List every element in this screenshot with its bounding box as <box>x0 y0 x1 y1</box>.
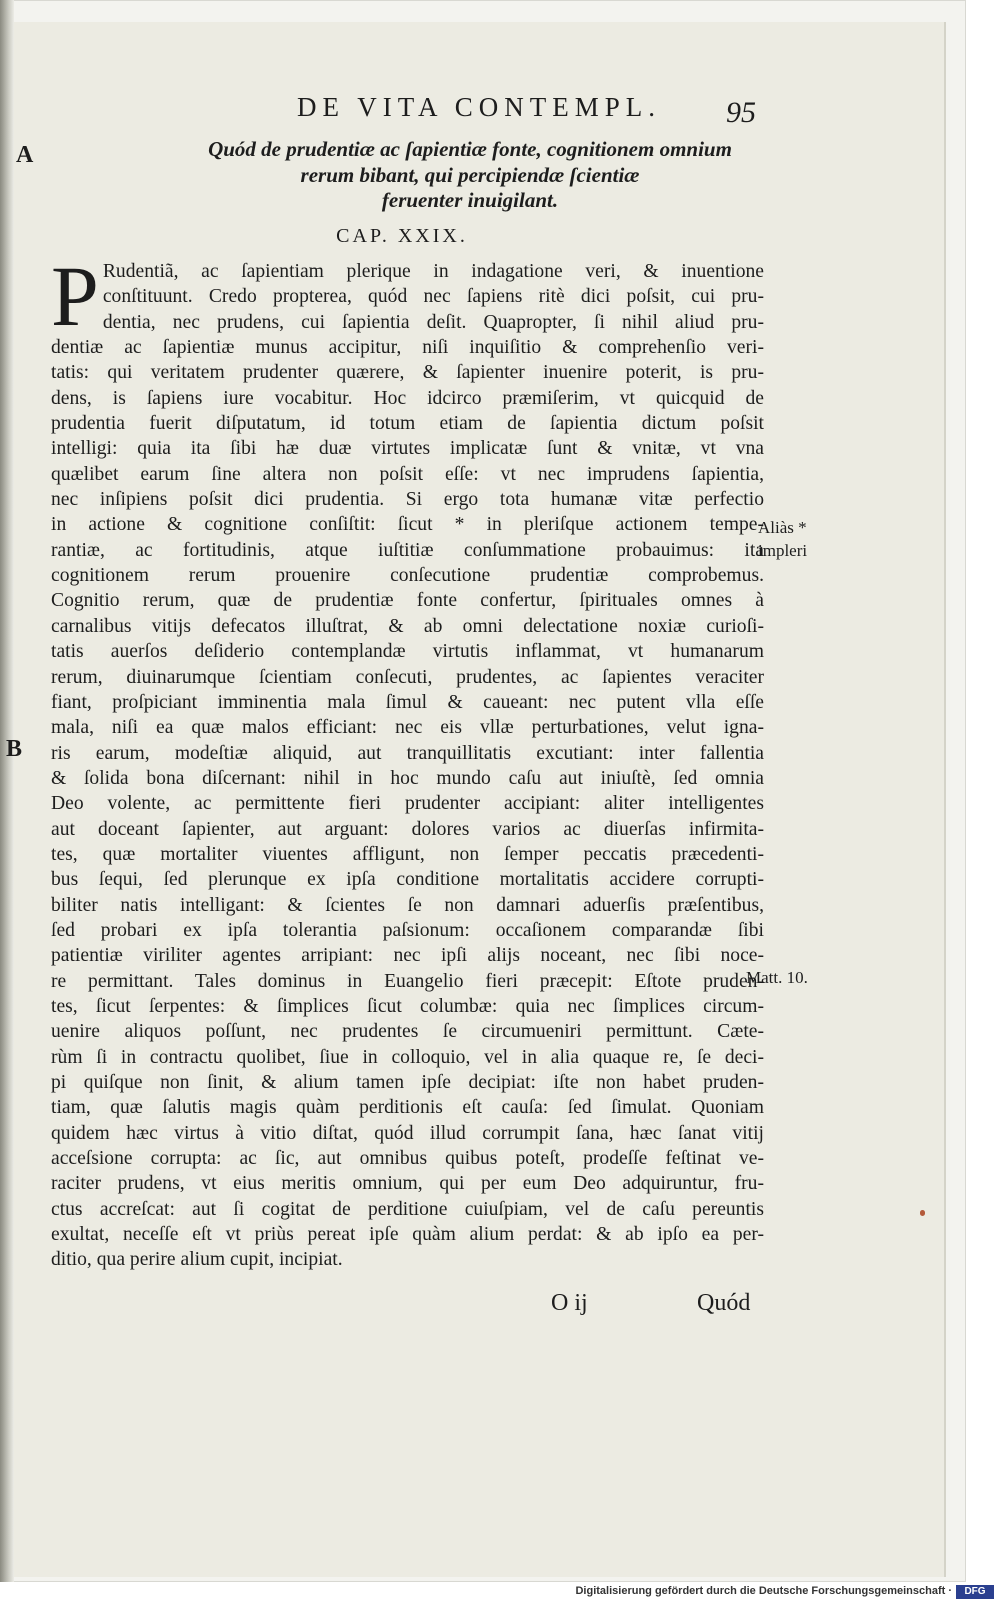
text-line: bus ſequi, ſed plerunque ex ipſa conditione mortalitatis accidere corrupti- <box>51 869 764 891</box>
digitization-footer <box>0 1582 1000 1603</box>
book-spine-shadow <box>0 0 14 1582</box>
ink-spot <box>920 1210 925 1216</box>
text-line: in actione & cognitione conſiſtit: ſicut * in pleriſque actionem tempe- <box>51 514 764 536</box>
text-line: dentia, nec prudens, cui ſapientia deſit. Quapropter, ſi nihil aliud pru- <box>102 311 764 333</box>
text-line: cognitionem rerum prouenire conſecutione prudentiæ comprobemus. <box>51 565 764 587</box>
text-line: rùm ſi in contractu quolibet, ſiue in colloquio, vel in alia quaque re, ſe deci- <box>51 1046 764 1068</box>
margin-letter-a: A <box>16 142 34 168</box>
text-line: tiam, quæ ſalutis magis quàm perditionis eſt cauſa: ſed ſimulat. Quoniam <box>51 1097 764 1119</box>
title-line: rerum bibant, qui percipiendæ ſcientiæ <box>300 162 640 187</box>
title-line: Quód de prudentiæ ac ſapientiæ fonte, cognitionem omnium <box>208 137 732 161</box>
text-line: Deo volente, ac permittente fieri prudenter accipiant: aliter intelligentes <box>51 793 764 815</box>
side-note-impleri: impleri <box>758 541 808 560</box>
text-line: dentiæ ac ſapientiæ munus accipitur, niſi inquiſitio & comprehenſio veri- <box>51 337 764 359</box>
title-line: feruenter inuigilant. <box>381 188 559 212</box>
drop-cap: P <box>51 248 99 344</box>
text-line: ditio, qua perire alium cupit, incipiat. <box>51 1249 343 1271</box>
text-line: patientiæ viriliter agentes arripiant: nec ipſi alijs noceant, nec ſibi noce- <box>51 945 764 967</box>
text-line: tes, ſicut ſerpentes: & ſimplices ſicut columbæ: quia nec ſimplices circum- <box>51 995 764 1017</box>
text-line: re permittant. Tales dominus in Euangelio fieri præcepit: Eſtote pruden- <box>51 970 764 992</box>
text-line: tatis: qui veritatem prudenter quærere, & ſapienter inuenire poterit, is pru- <box>51 362 764 384</box>
margin-letter-b: B <box>6 736 23 762</box>
text-line: carnalibus vitijs defecatos illuſtrat, & ab omni delectatione noxiæ curioſi- <box>51 615 764 637</box>
chapter-title <box>110 137 830 214</box>
signature-mark: O ij <box>551 1290 588 1316</box>
text-line: Rudentiã, ac ſapientiam plerique in indagatione veri, & inuentione <box>102 261 764 282</box>
side-note-alias: Aliàs * <box>758 518 807 537</box>
text-line: tes, quæ mortaliter viuentes affligunt, non ſemper peccatis præcedenti- <box>51 843 764 865</box>
text-line: fiant, proſpiciant imminentia mala ſimul & caueant: nec putent vlla eſſe <box>51 691 764 713</box>
text-line: intelligi: quia ita ſibi hæ duæ virtutes implicatæ ſunt & vnitæ, vt vna <box>51 438 764 460</box>
side-note-matthew: Matt. 10. <box>746 968 808 987</box>
digitization-credit: Digitalisierung gefördert durch die Deutsche Forschungsgemeinschaft · <box>575 1585 952 1597</box>
text-line: conſtituunt. Credo propterea, quód nec ſapiens ritè dici poſsit, cui pru- <box>102 286 764 308</box>
text-line: prudentia fuerit diſputatum, id totum etiam de ſapientia dictum poſsit <box>51 413 764 435</box>
text-lines <box>51 284 764 1272</box>
text-line: exultat, neceſſe eſt vt priùs pereat ipſe quàm alium perdat: & ab ipſo ea per- <box>51 1224 764 1246</box>
text-line: aut doceant ſapienter, aut arguant: dolores varios ac diuerſas infirmita- <box>51 818 764 840</box>
dfg-logo-icon: DFG <box>956 1585 994 1599</box>
text-line: & ſolida bona diſcernant: nihil in hoc mundo caſu aut iniuſtè, ſed omnia <box>51 767 764 789</box>
text-line: ris earum, modeſtiæ aliquid, aut tranquillitatis excutiant: inter fallentia <box>51 742 764 764</box>
text-line: rantiæ, ac fortitudinis, atque iuſtitiæ conſummatione probauimus: ita <box>51 539 764 561</box>
body-text <box>51 248 764 1273</box>
text-line: raciter prudens, vt eius meritis omnium, qui per eum Deo adquiruntur, fru- <box>51 1173 764 1195</box>
text-line: mala, niſi ea quæ malos efficiant: nec eis vllæ perturbationes, velut igna- <box>51 717 764 739</box>
text-line: ſed probari ex ipſa tolerantia paſsionum: occaſionem comparandæ ſibi <box>51 919 764 941</box>
text-line: quidem hæc virtus à vitio diſtat, quód illud corrumpit ſana, hæc ſanat vitij <box>51 1122 764 1144</box>
text-line: pi quiſque non ſinit, & alium tamen ipſe decipiat: iſte non habet pruden- <box>51 1072 764 1093</box>
running-head: DE VITA CONTEMPL. <box>296 92 662 122</box>
text-line: dens, is ſapiens iure vocabitur. Hoc idcirco præmiſerim, vt quicquid de <box>51 387 764 409</box>
book-page <box>6 22 944 1577</box>
chapter-number: CAP. XXIX. <box>336 225 468 247</box>
text-line: uenire aliquos poſſunt, nec prudentes ſe circumueniri permittunt. Cæte- <box>51 1021 764 1043</box>
text-line: tatis auerſos deſiderio contemplandæ virtutis inflammat, vt humanarum <box>51 641 764 663</box>
text-line: biliter natis intelligant: & ſcientes ſe non damnari aduerſis præſentibus, <box>51 894 764 916</box>
text-line: nec inſipiens poſsit dici prudentia. Si ergo tota humanæ vitæ perfectio <box>51 489 764 511</box>
page-number: 95 <box>726 96 756 129</box>
catchword: Quód <box>697 1290 751 1316</box>
text-line: quælibet earum ſine altera non poſsit eſſe: vt nec imprudens ſapientia, <box>51 463 764 485</box>
text-line: Cognitio rerum, quæ de prudentiæ fonte confertur, ſpirituales omnes à <box>51 590 764 612</box>
text-line: rerum, diuinarumque ſcientiam conſecuti, prudentes, ac ſapientes veraciter <box>51 666 764 688</box>
text-line: ctus accreſcat: aut ſi cogitat de perditione cuiuſpiam, vel de caſu pereuntis <box>51 1198 764 1220</box>
text-line: acceſsione corrupta: ac ſic, aut omnibus quibus poteſt, prodeſſe feſtinat ve- <box>51 1148 764 1170</box>
